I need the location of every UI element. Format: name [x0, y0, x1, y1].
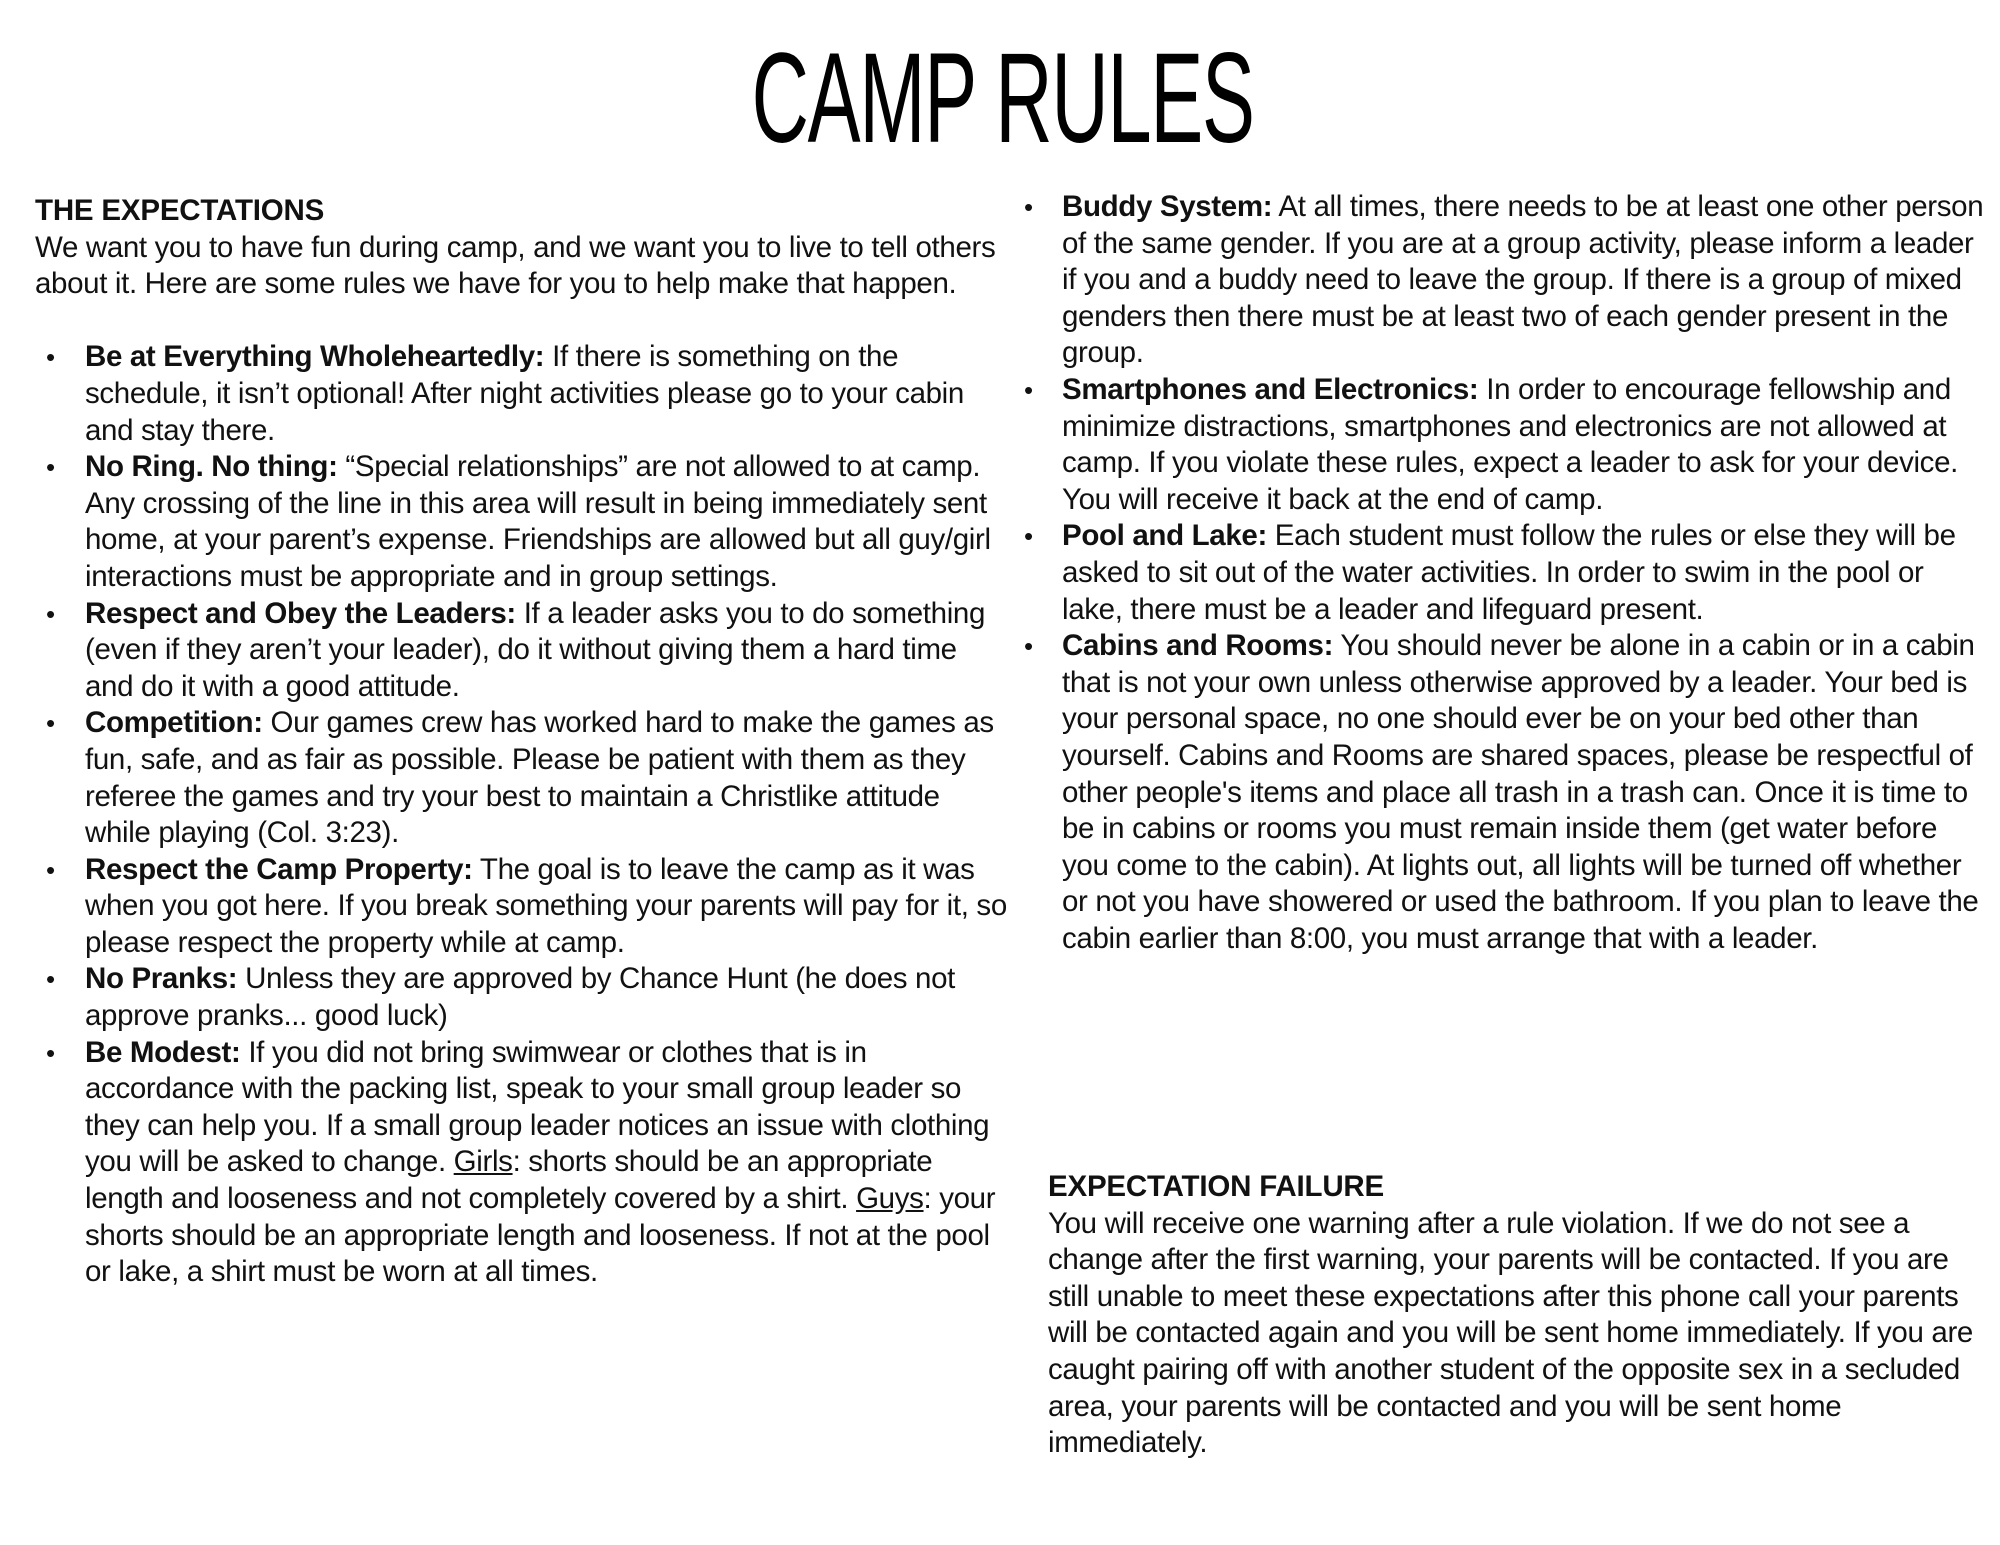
rule-text: Our games crew has worked hard to make the games as fun, safe, and as fair as possible. Please be patient with them as they referee the games and try your best to maintain a Christlike attitude while playing (Col. 3:23).: [85, 706, 994, 850]
rule-item: [1024, 189, 1990, 372]
rule-text: In order to encourage fellowship and minimize distractions, smartphones and electronics are not allowed at camp. If you violate these rules, expect a leader to ask for your device. You will receive it back at the end of camp.: [1062, 372, 1958, 516]
rule-item: [1024, 518, 1990, 628]
girls-text: : shorts should be an appropriate length and looseness and not completely covered by a shirt.: [85, 1145, 933, 1216]
rule-title: Be Modest:: [85, 1035, 241, 1069]
bullet-icon: •: [46, 452, 55, 483]
rule-title: Be at Everything Wholeheartedly:: [85, 340, 545, 374]
rules-list-right: [1024, 189, 1990, 957]
rule-title: No Ring. No thing:: [85, 450, 338, 484]
bullet-icon: •: [46, 1037, 55, 1068]
bullet-icon: •: [1024, 192, 1033, 222]
rule-title: Smartphones and Electronics:: [1062, 372, 1479, 406]
bullet-icon: •: [46, 964, 55, 995]
rule-title: Pool and Lake:: [1062, 519, 1267, 553]
rule-title: Competition:: [85, 706, 263, 740]
rule-item: [35, 961, 1010, 1034]
rule-item: [1024, 628, 1990, 957]
spacer: [35, 303, 1010, 340]
rule-text: The goal is to leave the camp as it was when you got here. If you break something your parents will pay for it, so please respect the property while at camp.: [85, 852, 1007, 959]
rule-item: [35, 852, 1010, 962]
rule-text: If you did not bring swimwear or clothes that is in accordance with the packing list, speak to your small group leader so they can help you. If a small group leader notices an issue with clothing you will be asked to change.: [85, 1035, 990, 1179]
expectations-heading: THE EXPECTATIONS: [35, 194, 325, 227]
bullet-icon: •: [46, 598, 55, 629]
rule-item: [1024, 372, 1990, 518]
bullet-icon: •: [46, 854, 55, 885]
rule-text: If a leader asks you to do something (even if they aren’t your leader), do it without giving them a hard time and do it with a good attitude.: [85, 596, 986, 703]
rule-text: Unless they are approved by Chance Hunt (he does not approve pranks... good luck): [85, 962, 956, 1033]
rule-title: Respect the Camp Property:: [85, 852, 473, 886]
expectations-intro: We want you to have fun during camp, and we want you to live to tell others about it. Here are some rules we have for you to help make that happen.: [35, 230, 996, 301]
rule-item: [35, 339, 1010, 449]
bullet-icon: •: [1024, 631, 1033, 662]
expectation-failure-section: [1048, 1169, 1988, 1462]
bullet-icon: •: [1024, 374, 1033, 405]
failure-text: You will receive one warning after a rule violation. If we do not see a change after the first warning, your parents will be contacted. If you are still unable to meet these expectations after this phone call your parents will be contacted again and you will be sent home immediately. If you are caught pairing off with another student of the opposite sex in a secluded area, your parents will be contacted and you will be sent home immediately.: [1048, 1206, 1973, 1460]
guys-text: : your shorts should be an appropriate length and looseness. If not at the pool or lake, a shirt must be worn at all times.: [85, 1182, 996, 1289]
rule-text: “Special relationships” are not allowed to at camp. Any crossing of the line in this area will result in being immediately sent home, at your parent’s expense. Friendships are allowed but all guy/girl interactions must be appropriate and in group settings.: [85, 450, 991, 593]
bullet-icon: •: [46, 708, 55, 739]
rule-item: [35, 596, 1010, 706]
rule-title: Cabins and Rooms:: [1062, 629, 1334, 663]
bullet-icon: •: [1024, 521, 1033, 552]
rule-item: [35, 1035, 1010, 1291]
left-column: [35, 193, 1010, 1291]
right-column: [1024, 189, 1990, 957]
rule-item: [35, 449, 1010, 595]
rule-item: [35, 705, 1010, 851]
rule-text: You should never be alone in a cabin or in a cabin that is not your own unless otherwise approved by a leader. Your bed is your personal space, no one should ever be on your bed other than yourself. Cabins and Rooms are shared spaces, please be respectful of other people's items and place all trash in a trash can. Once it is time to be in cabins or rooms you must remain inside them (get water before you come to the cabin). At lights out, all lights will be turned off whether or not you have showered or used the bathroom. If you plan to leave the cabin earlier than 8:00, you must arrange that with a leader.: [1062, 629, 1979, 955]
rule-title: Buddy System:: [1062, 190, 1273, 223]
rule-text: At all times, there needs to be at least one other person of the same gender. If you are at a group activity, please inform a leader if you and a buddy need to leave the group. If there is a group of mixed genders then there must be at least two of each gender present in the group.: [1062, 190, 1984, 370]
girls-label: Girls: [453, 1145, 513, 1179]
rule-title: Respect and Obey the Leaders:: [85, 596, 516, 630]
rules-list-left: [35, 339, 1010, 1290]
rule-text: Each student must follow the rules or else they will be asked to sit out of the water activities. In order to swim in the pool or lake, there must be a leader and lifeguard present.: [1062, 519, 1956, 626]
rule-title: No Pranks:: [85, 962, 238, 996]
failure-heading: EXPECTATION FAILURE: [1048, 1170, 1385, 1203]
guys-label: Guys: [856, 1182, 924, 1216]
page-title: CAMP RULES: [751, 27, 1254, 170]
bullet-icon: •: [46, 342, 55, 373]
rule-text: If there is something on the schedule, it isn’t optional! After night activities please go to your cabin and stay there.: [85, 340, 964, 447]
